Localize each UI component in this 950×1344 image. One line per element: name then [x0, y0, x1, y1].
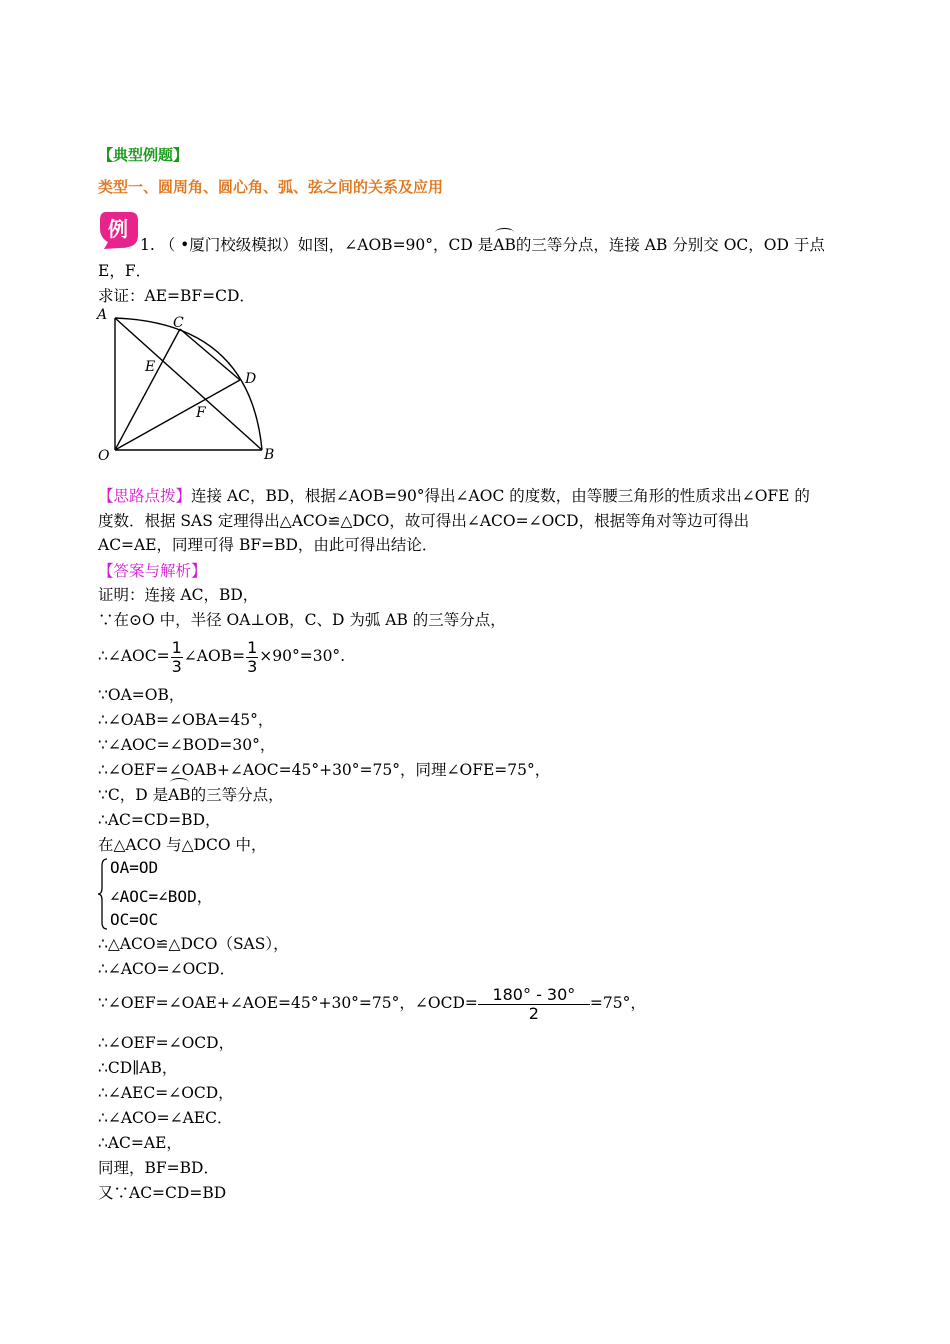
label-E: E [145, 359, 156, 375]
problem-line2: E，F． [98, 262, 152, 280]
answer-s1: 证明：连接 AC，BD， [98, 586, 259, 604]
answer-s6: ∵∠AOC=∠BOD=30°， [98, 736, 276, 754]
system-line2: ∠AOC=∠BOD， [110, 887, 213, 906]
answer-s5: ∴∠OAB=∠OBA=45°， [98, 711, 274, 729]
system-line3: OC=OC [110, 910, 159, 929]
answer-s8: ∵C，D 是AB的三等分点， [98, 786, 284, 804]
segment-AB [115, 318, 262, 450]
answer-s10: 在△ACO 与△DCO 中， [98, 836, 267, 854]
problem-line3: 求证：AE=BF=CD． [98, 287, 255, 305]
answer-s20: 又∵AC=CD=BD [98, 1184, 227, 1202]
fraction-one-third-1: $\frac{1}{3}$ [171, 637, 182, 676]
example-badge-icon [98, 210, 138, 250]
hint-line3: AC=AE，同理可得 BF=BD，由此可得出结论． [98, 536, 438, 554]
segment-CD [180, 329, 240, 380]
fraction-one-third-2: $\frac{1}{3}$ [247, 637, 258, 676]
answer-s18: ∴AC=AE， [98, 1134, 182, 1152]
label-C: C [173, 315, 184, 331]
answer-s17: ∴∠ACO=∠AEC． [98, 1109, 233, 1127]
answer-s13: ∵∠OEF=∠OAE+∠AOE=45°+30°=75°，∠OCD= $\frac{180^\circ - 30^\circ}{2}$ =75°， [98, 984, 646, 1023]
answer-s9: ∴AC=CD=BD， [98, 811, 221, 829]
fraction-180-30: $\frac{180^\circ - 30^\circ}{2}$ [479, 986, 589, 1023]
answer-s19: 同理，BF=BD． [98, 1159, 219, 1177]
label-D: D [245, 371, 257, 387]
type-title: 类型一、圆周角、圆心角、弧、弦之间的关系及应用 [98, 178, 444, 196]
answer-s15: ∴CD∥AB， [98, 1059, 178, 1077]
badge-label: 例 [108, 217, 128, 241]
label-A: A [97, 307, 108, 323]
answer-s3: ∴∠AOC= $\frac{1}{3}$ ∠AOB= $\frac{1}{3}$ ×90°=30°. [98, 637, 346, 676]
answer-s11: ∴△ACO≌△DCO（SAS）， [98, 935, 289, 953]
problem-line1: 1. （ •厦门校级模拟）如图，∠AOB=90°，CD 是AB的三等分点，连接 AB 分别交 OC，OD 于点 [140, 236, 825, 254]
arc-ab-2: AB [168, 786, 191, 804]
answer-s2: ∵在⊙O 中，半径 OA⊥OB，C、D 为弧 AB 的三等分点， [98, 611, 506, 629]
answer-s4: ∵OA=OB， [98, 686, 185, 704]
label-B: B [264, 447, 275, 463]
answer-s14: ∴∠OEF=∠OCD， [98, 1034, 235, 1052]
hint-line1: 【思路点拨】连接 AC，BD，根据∠AOB=90°得出∠AOC 的度数，由等腰三角形的性质求出∠OFE 的 [98, 487, 810, 505]
answer-tag: 【答案与解析】 [98, 562, 207, 580]
label-O: O [98, 448, 110, 464]
hint-line2: 度数．根据 SAS 定理得出△ACO≌△DCO，故可得出∠ACO=∠OCD，根据等角对等边可得出 [98, 512, 750, 530]
arc-ab: AB [493, 236, 516, 254]
answer-s16: ∴∠AEC=∠OCD， [98, 1084, 234, 1102]
answer-s7: ∴∠OEF=∠OAB+∠AOC=45°+30°=75°，同理∠OFE=75°， [98, 761, 551, 779]
system-line1: OA=OD [110, 858, 159, 877]
answer-s12: ∴∠ACO=∠OCD． [98, 960, 236, 978]
geometry-figure [95, 305, 285, 470]
section-title: 【典型例题】 [98, 146, 189, 164]
label-F: F [196, 405, 206, 421]
left-brace-icon [98, 858, 108, 930]
